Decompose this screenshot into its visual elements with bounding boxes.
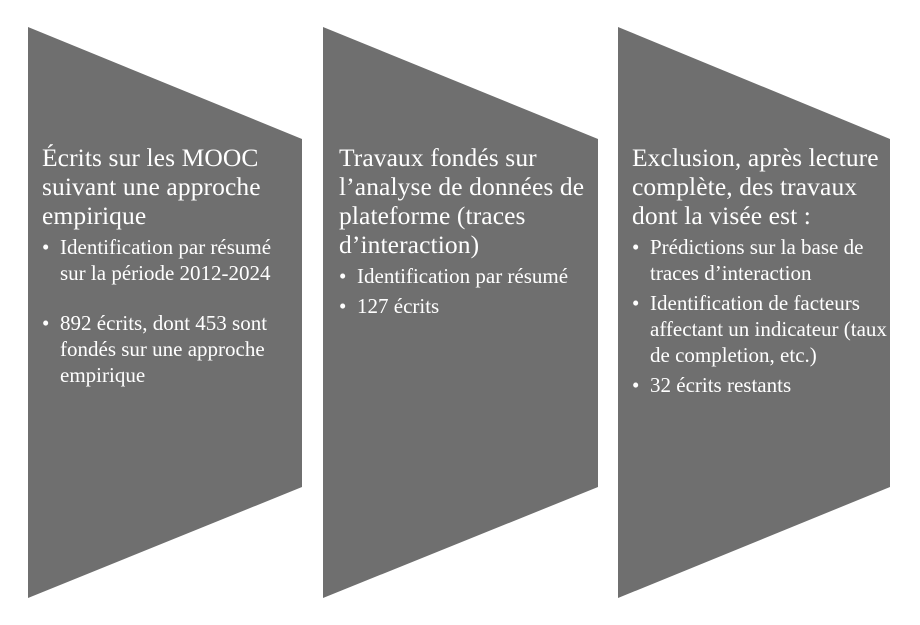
bullet-text: Prédictions sur la base de traces d’interaction bbox=[650, 235, 864, 285]
stage-1-heading: Écrits sur les MOOC suivant une approche empirique bbox=[42, 143, 261, 230]
stage-2-content bbox=[339, 143, 589, 323]
bullet-text: 127 écrits bbox=[357, 294, 440, 318]
bullet-text: Identification par résumé sur la période 2012-2024 bbox=[60, 235, 272, 285]
stage-2-bullets bbox=[339, 263, 589, 319]
bullet-icon: • bbox=[632, 235, 640, 259]
chevron-stage-3 bbox=[615, 0, 915, 625]
bullet-text: Identification par résumé bbox=[357, 264, 569, 288]
stage-1-bullet-1 bbox=[42, 234, 292, 286]
stage-3-heading: Exclusion, après lecture complète, des travaux dont la visée est : bbox=[632, 143, 879, 230]
bullet-text: 892 écrits, dont 453 sont fondés sur une approche empirique bbox=[60, 311, 268, 387]
stage-3-bullet-1 bbox=[632, 234, 892, 286]
stage-1-content bbox=[42, 143, 292, 392]
chevron-stage-2 bbox=[320, 0, 605, 625]
bullet-icon: • bbox=[632, 373, 640, 397]
stage-2-heading: Travaux fondés sur l’analyse de données de plateforme (traces d’interaction) bbox=[339, 143, 585, 259]
stage-3-content bbox=[632, 143, 892, 402]
stage-1-bullets bbox=[42, 234, 292, 388]
bullet-text: Identification de facteurs affectant un indicateur (taux de completion, etc.) bbox=[650, 291, 887, 367]
stage-2-bullet-2 bbox=[339, 293, 589, 319]
bullet-icon: • bbox=[632, 291, 640, 315]
stage-3-bullets bbox=[632, 234, 892, 398]
bullet-text: 32 écrits restants bbox=[650, 373, 792, 397]
chevron-stage-1 bbox=[0, 0, 305, 625]
stage-3-bullet-2 bbox=[632, 290, 892, 368]
bullet-icon: • bbox=[42, 235, 50, 259]
stage-1-bullet-2 bbox=[42, 310, 292, 388]
bullet-icon: • bbox=[339, 294, 347, 318]
stage-3-bullet-3 bbox=[632, 372, 892, 398]
bullet-icon: • bbox=[339, 264, 347, 288]
bullet-icon: • bbox=[42, 311, 50, 335]
stage-2-bullet-1 bbox=[339, 263, 589, 289]
